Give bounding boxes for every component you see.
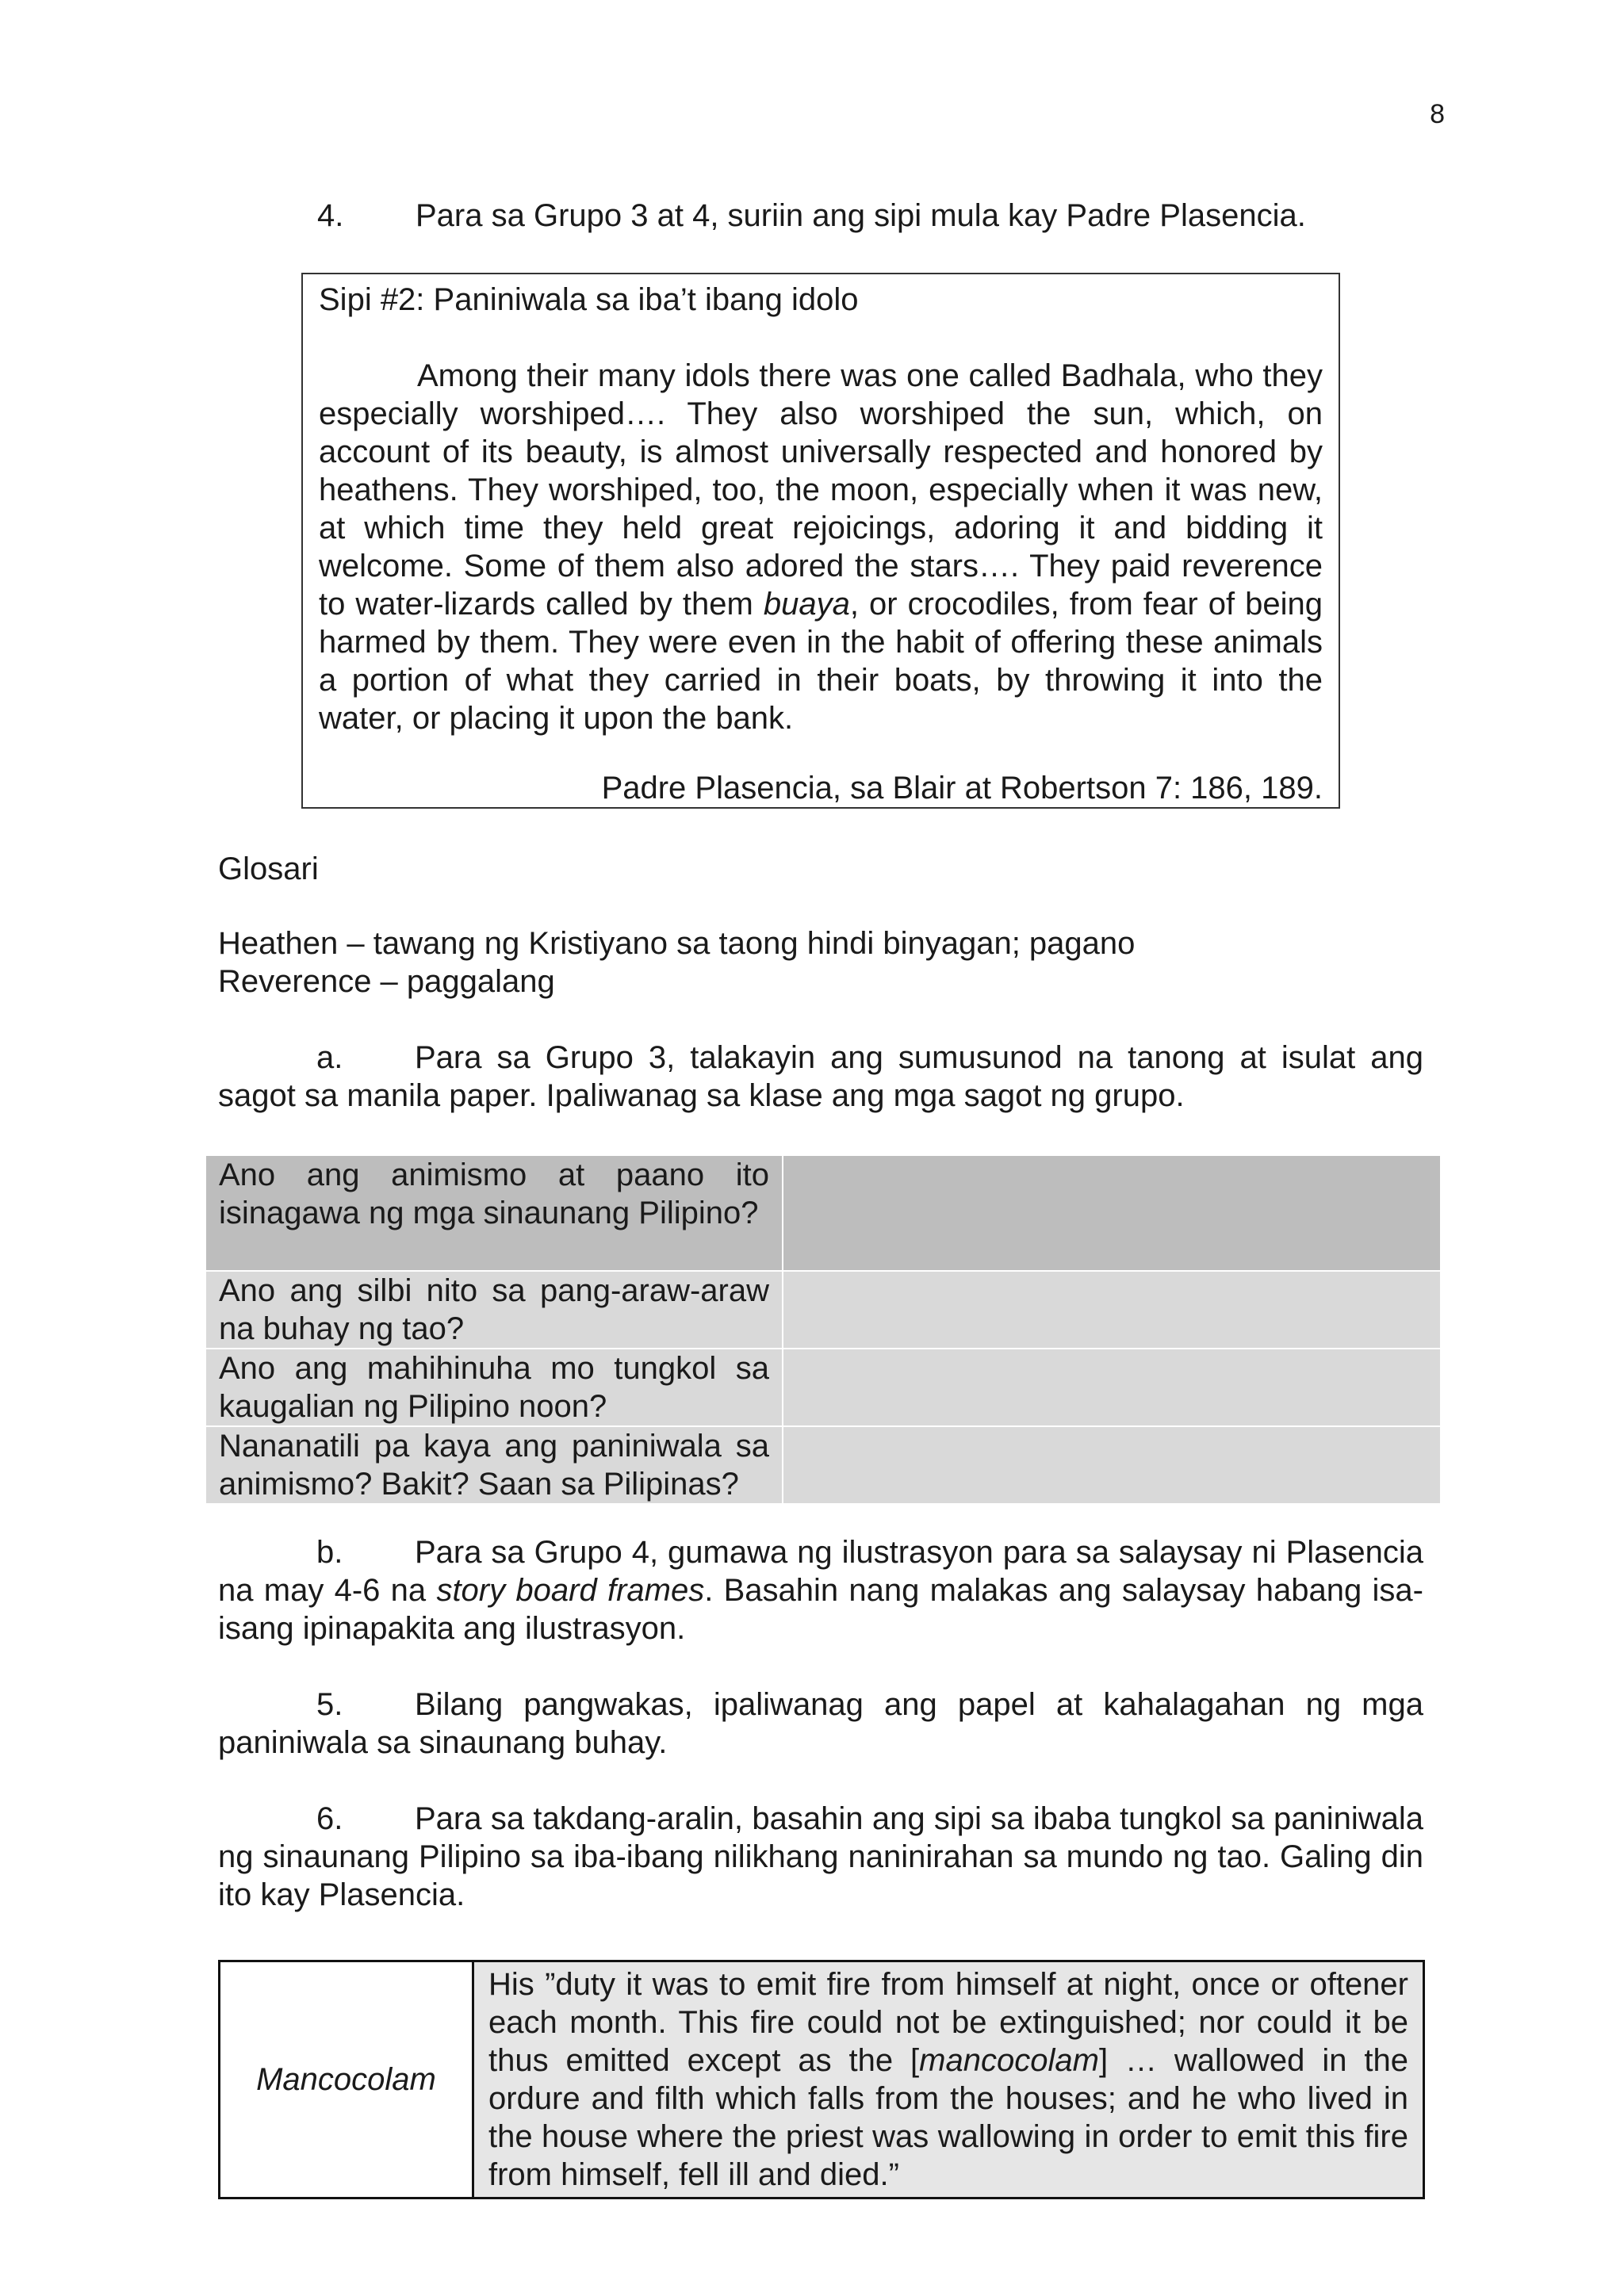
definition-text-italic: mancocolam <box>919 2043 1099 2078</box>
glosari-heading: Glosari <box>218 851 319 886</box>
question-cell: Ano ang silbi nito sa pang-araw-araw na buhay ng tao? <box>205 1271 783 1349</box>
answer-cell <box>783 1155 1441 1271</box>
item-b-text-part1: Para sa Grupo 4, gumawa ng ilustrasyon para sa salaysay ni Plasencia na may 4-6 na <box>218 1535 1423 1608</box>
answer-cell <box>783 1349 1441 1426</box>
item-a <box>218 1039 1423 1115</box>
item-4-number: 4. <box>317 198 344 233</box>
sipi-title: Sipi #2: Paniniwala sa iba’t ibang idolo <box>319 282 859 317</box>
table-row <box>205 1271 1441 1349</box>
sipi-body-italic: buaya <box>763 587 850 622</box>
item-a-text: Para sa Grupo 3, talakayin ang sumusunod na tanong at isulat ang sagot sa manila paper. Ipaliwanag sa klase ang mga sagot ng grupo. <box>218 1040 1423 1113</box>
question-cell: Ano ang animismo at paano ito isinagawa ng mga sinaunang Pilipino? <box>205 1155 783 1271</box>
item-5-number: 5. <box>316 1687 343 1722</box>
definition-text <box>473 1961 1424 2198</box>
sipi-body-part2: , or crocodiles, from fear of being harmed by them. They were even in the habit of offering these animals a portion of what they carried in their boats, by throwing it into the water, or placing it upon the bank. <box>319 587 1323 736</box>
item-b-number: b. <box>316 1535 343 1570</box>
item-6 <box>218 1800 1423 1914</box>
item-b-text-part2: . Basahin nang malakas ang salaysay habang isa-isang ipinapakita ang ilustrasyon. <box>218 1573 1423 1646</box>
item-4-text: Para sa Grupo 3 at 4, suriin ang sipi mula kay Padre Plasencia. <box>416 198 1306 233</box>
page-number: 8 <box>1430 99 1445 129</box>
item-5 <box>218 1686 1423 1762</box>
sipi-body-part1: Among their many idols there was one called Badhala, who they especially worshiped…. They also worshiped the sun, which, on account of its beauty, is almost universally respected and honored by heathens. They worshiped, too, the moon, especially when it was new, at which time they held great rejoicings, adoring it and bidding it welcome. Some of them also adored the stars…. They paid reverence to water-lizards called by them <box>319 358 1323 622</box>
item-b <box>218 1533 1423 1647</box>
glosari-entry: Heathen – tawang ng Kristiyano sa taong hindi binyagan; pagano <box>218 926 1136 961</box>
answer-cell <box>783 1271 1441 1349</box>
item-5-text: Bilang pangwakas, ipaliwanag ang papel at kahalagahan ng mga paniniwala sa sinaunang buhay. <box>218 1687 1423 1760</box>
sipi-citation: Padre Plasencia, sa Blair at Robertson 7: 186, 189. <box>601 771 1323 806</box>
question-cell: Nananatili pa kaya ang paniniwala sa animismo? Bakit? Saan sa Pilipinas? <box>205 1426 783 1504</box>
answer-cell <box>783 1426 1441 1504</box>
question-cell: Ano ang mahihinuha mo tungkol sa kaugalian ng Pilipino noon? <box>205 1349 783 1426</box>
questions-table <box>205 1154 1442 1505</box>
definition-text-part1: His ”duty it was to emit fire from himself at night, once or oftener each month. This fire could not be extinguished; nor could it be thus emitted except as the [ <box>488 1967 1408 2078</box>
sipi-body <box>319 357 1323 737</box>
glosari-entry: Reverence – paggalang <box>218 964 555 999</box>
item-6-number: 6. <box>316 1801 343 1836</box>
sipi-box <box>301 273 1340 809</box>
item-a-number: a. <box>316 1040 343 1075</box>
table-row <box>220 1961 1424 2198</box>
definition-table <box>218 1960 1425 2199</box>
glosari-list <box>218 924 1135 1001</box>
table-row <box>205 1349 1441 1426</box>
table-row <box>205 1426 1441 1504</box>
item-4 <box>317 197 1364 235</box>
item-6-text: Para sa takdang-aralin, basahin ang sipi sa ibaba tungkol sa paniniwala ng sinaunang Pilipino sa iba-ibang nilikhang naninirahan sa mundo ng tao. Galing din ito kay Plasencia. <box>218 1801 1423 1912</box>
definition-text-part2: ] … wallowed in the ordure and filth which falls from the houses; and he who lived in the house where the priest was wallowing in order to emit this fire from himself, fell ill and died.” <box>488 2043 1408 2192</box>
definition-term: Mancocolam <box>220 1961 473 2198</box>
table-row <box>205 1155 1441 1271</box>
item-b-text-italic: story board frames <box>436 1573 705 1608</box>
